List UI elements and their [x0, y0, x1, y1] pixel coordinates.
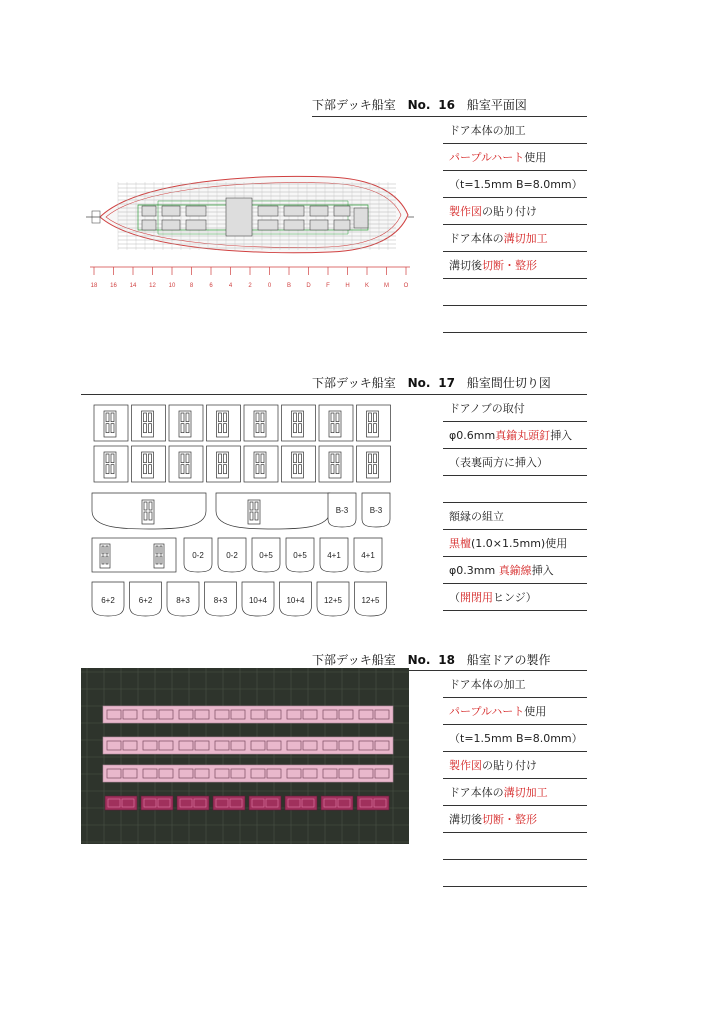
door-strips-photo — [81, 668, 409, 844]
note-text: の貼り付け — [482, 759, 537, 772]
door-panel — [106, 424, 109, 433]
panel-label: 8+3 — [176, 596, 190, 605]
door-panel — [256, 413, 259, 422]
door-panel — [336, 454, 339, 463]
door-panel — [299, 465, 302, 474]
door-panel — [256, 454, 259, 463]
cabin-block — [334, 220, 350, 230]
door-panel — [186, 465, 189, 474]
door-panel — [160, 556, 162, 564]
door-panel — [299, 454, 302, 463]
scale-label: K — [364, 283, 370, 289]
door-panel — [181, 413, 184, 422]
cut-door-piece — [285, 796, 317, 810]
door-panel — [111, 413, 114, 422]
note-row — [443, 530, 587, 557]
scale-label: F — [326, 283, 330, 289]
panel-label: B-3 — [335, 506, 349, 515]
panel-label: 4+1 — [361, 551, 375, 560]
scale-label: 14 — [129, 283, 137, 289]
note-text: 使用 — [524, 705, 547, 718]
door-panel — [149, 465, 152, 474]
door-panel — [144, 454, 147, 463]
door-panel — [369, 454, 372, 463]
cabin-block — [284, 206, 304, 216]
curved-panel — [216, 493, 330, 529]
door-panel — [156, 546, 158, 554]
note-text: ドアノブの取付 — [449, 402, 525, 415]
door-panel — [369, 424, 372, 433]
door-panel — [219, 424, 222, 433]
door-panel — [181, 465, 184, 474]
door-panel — [219, 465, 222, 474]
door-panel — [331, 465, 334, 474]
note-row — [443, 252, 587, 279]
note-text: ドア本体の加工 — [449, 124, 526, 137]
cut-door-piece — [213, 796, 245, 810]
panel-label: 12+5 — [323, 596, 343, 605]
door-panel — [250, 512, 253, 520]
note-text: 溝切加工 — [503, 232, 548, 245]
note-text: 切断・整形 — [482, 813, 537, 826]
note-row — [443, 860, 587, 887]
door-panel — [294, 424, 297, 433]
door-panel — [256, 465, 259, 474]
note-text: パープルハート — [449, 705, 525, 718]
door-strip — [103, 706, 393, 723]
note-text: 黒檀 — [449, 537, 471, 550]
door-panel — [106, 546, 108, 554]
door-panel — [144, 465, 147, 474]
door-panel — [261, 454, 264, 463]
door-panel — [294, 465, 297, 474]
door-panel — [224, 465, 227, 474]
note-row — [443, 725, 587, 752]
section-18-title: 下部デッキ船室 No. 18 船室ドアの製作 — [312, 653, 551, 667]
door-panel — [111, 454, 114, 463]
note-text: ドア本体の — [449, 786, 504, 799]
door-panel — [219, 413, 222, 422]
note-text: 溝切後 — [449, 259, 482, 272]
note-row — [443, 476, 587, 503]
cutting-mat — [81, 668, 409, 844]
notes-18 — [443, 671, 587, 887]
panel-label: 0-2 — [226, 551, 238, 560]
door-panel — [369, 413, 372, 422]
panel-label: B-3 — [369, 506, 383, 515]
note-text: （表裏両方に挿入） — [449, 456, 548, 469]
note-text: 溝切後 — [449, 813, 482, 826]
panel-label: 0+5 — [293, 551, 307, 560]
door-panel — [299, 424, 302, 433]
door-panel — [261, 413, 264, 422]
door-panel — [294, 413, 297, 422]
panel-label: 12+5 — [361, 596, 380, 605]
cabin-block — [310, 206, 328, 216]
note-text: 真鍮丸頭釘 — [495, 429, 551, 442]
note-row — [443, 306, 587, 333]
door-panel — [374, 465, 377, 474]
door-panel — [331, 424, 334, 433]
door-panel — [336, 413, 339, 422]
scale-label: B — [286, 283, 292, 289]
cut-door-piece — [141, 796, 173, 810]
door-panel — [106, 454, 109, 463]
note-row — [443, 225, 587, 252]
note-row — [443, 171, 587, 198]
door-panel — [336, 465, 339, 474]
door-panel — [256, 424, 259, 433]
door-panel — [374, 424, 377, 433]
panel-label: 8+3 — [213, 596, 228, 605]
scale-label: 4 — [228, 283, 233, 289]
panel-label: 0-2 — [192, 551, 204, 560]
section-17-title: 下部デッキ船室 No. 17 船室間仕切り図 — [312, 376, 551, 390]
notes-16 — [443, 117, 587, 333]
note-row — [443, 584, 587, 611]
note-text: 額縁の組立 — [449, 510, 504, 523]
scale-label: H — [345, 283, 350, 289]
door-panel — [149, 512, 152, 520]
cabin-block — [334, 206, 350, 216]
door-panel — [102, 546, 104, 554]
note-text: 切断・整形 — [482, 259, 537, 272]
door-panel — [261, 465, 264, 474]
scale-label: 12 — [149, 283, 156, 289]
door-panel — [156, 556, 158, 564]
cabin-block — [258, 206, 278, 216]
door-panel — [186, 454, 189, 463]
note-row — [443, 395, 587, 422]
door-outline — [154, 544, 164, 568]
note-row — [443, 449, 587, 476]
note-row — [443, 698, 587, 725]
note-row — [443, 557, 587, 584]
panel-label: 10+4 — [286, 596, 305, 605]
cabin-block — [354, 208, 368, 228]
cut-door-piece — [321, 796, 353, 810]
panel-label: 6+2 — [138, 596, 153, 605]
door-panel — [369, 465, 372, 474]
door-panel — [186, 413, 189, 422]
door-panel — [374, 413, 377, 422]
panel-label: 10+4 — [248, 596, 268, 605]
cabin-block — [162, 206, 180, 216]
note-text: パープルハート — [449, 151, 525, 164]
note-row — [443, 422, 587, 449]
door-panel — [186, 424, 189, 433]
cabin-block — [186, 220, 206, 230]
panel-label: 6+2 — [101, 596, 115, 605]
note-row — [443, 198, 587, 225]
note-text: 挿入 — [550, 429, 573, 442]
cabin-block — [162, 220, 180, 230]
door-panel — [261, 424, 264, 433]
note-row — [443, 503, 587, 530]
note-text: 製作図 — [449, 759, 482, 772]
scale-label: 10 — [168, 283, 176, 289]
door-panel — [255, 512, 258, 520]
scale-label: 18 — [90, 283, 98, 289]
door-panel — [181, 424, 184, 433]
door-panel — [149, 502, 152, 510]
door-panel — [144, 413, 147, 422]
door-panel — [331, 454, 334, 463]
note-text: （t=1.5mm B=8.0mm） — [449, 178, 583, 191]
door-panel — [255, 502, 258, 510]
note-row — [443, 117, 587, 144]
cabin-block — [142, 206, 156, 216]
door-panel — [144, 424, 147, 433]
cut-door-piece — [105, 796, 137, 810]
scale-label: 2 — [248, 283, 252, 289]
note-text: 溝切加工 — [503, 786, 548, 799]
note-text: （t=1.5mm B=8.0mm） — [449, 732, 583, 745]
note-text: 真鍮線 — [498, 564, 532, 577]
door-panel — [224, 424, 227, 433]
door-panel — [224, 413, 227, 422]
door-panel — [336, 424, 339, 433]
scale-label: O — [403, 283, 409, 289]
door-panel — [144, 512, 147, 520]
door-panel — [111, 424, 114, 433]
door-panel — [149, 454, 152, 463]
door-panel — [294, 454, 297, 463]
note-row — [443, 752, 587, 779]
door-panel — [219, 454, 222, 463]
note-text: (1.0×1.5mm)使用 — [471, 537, 568, 550]
door-panel — [160, 546, 162, 554]
door-strip — [103, 765, 393, 782]
door-outline — [100, 544, 110, 568]
note-text: （ — [449, 591, 460, 604]
door-strip — [103, 737, 393, 754]
scale-label: M — [384, 283, 389, 289]
cabin-block — [284, 220, 304, 230]
door-panel — [181, 454, 184, 463]
door-panel — [250, 502, 253, 510]
note-text: 開閉用 — [460, 591, 493, 604]
partition-drawing — [86, 400, 406, 622]
door-panel — [106, 556, 108, 564]
door-panel — [149, 424, 152, 433]
door-panel — [299, 413, 302, 422]
note-text: ヒンジ） — [493, 591, 537, 604]
section-16-title: 下部デッキ船室 No. 16 船室平面図 — [312, 98, 527, 112]
note-row — [443, 144, 587, 171]
note-text: 挿入 — [531, 564, 554, 577]
cut-door-piece — [177, 796, 209, 810]
scale-label: D — [306, 283, 311, 289]
cut-door-piece — [357, 796, 389, 810]
scale-label: 8 — [189, 283, 194, 289]
cabin-block — [310, 220, 328, 230]
scale-label: 0 — [267, 283, 272, 289]
door-panel — [102, 556, 104, 564]
door-panel — [144, 502, 147, 510]
cut-door-piece — [249, 796, 281, 810]
note-text: φ0.3mm — [449, 564, 499, 577]
note-text: 製作図 — [449, 205, 482, 218]
notes-17 — [443, 395, 587, 611]
note-row — [443, 806, 587, 833]
note-row — [443, 671, 587, 698]
door-panel — [106, 465, 109, 474]
door-panel — [224, 454, 227, 463]
door-panel — [331, 413, 334, 422]
door-panel — [111, 465, 114, 474]
deck-plan-drawing — [78, 168, 416, 293]
scale-label: 6 — [209, 283, 213, 289]
note-row — [443, 833, 587, 860]
cabin-block — [226, 198, 252, 236]
cabin-block — [186, 206, 206, 216]
note-text: ドア本体の加工 — [449, 678, 526, 691]
door-panel — [149, 413, 152, 422]
note-text: φ0.6mm — [449, 429, 496, 442]
note-text: ドア本体の — [449, 232, 504, 245]
door-panel — [106, 413, 109, 422]
note-text: の貼り付け — [482, 205, 537, 218]
panel-label: 4+1 — [327, 551, 341, 560]
cabin-block — [142, 220, 156, 230]
panel-label: 0+5 — [259, 551, 273, 560]
note-row — [443, 779, 587, 806]
note-row — [443, 279, 587, 306]
scale-label: 16 — [110, 283, 117, 289]
cabin-block — [258, 220, 278, 230]
note-text: 使用 — [524, 151, 547, 164]
door-panel — [374, 454, 377, 463]
